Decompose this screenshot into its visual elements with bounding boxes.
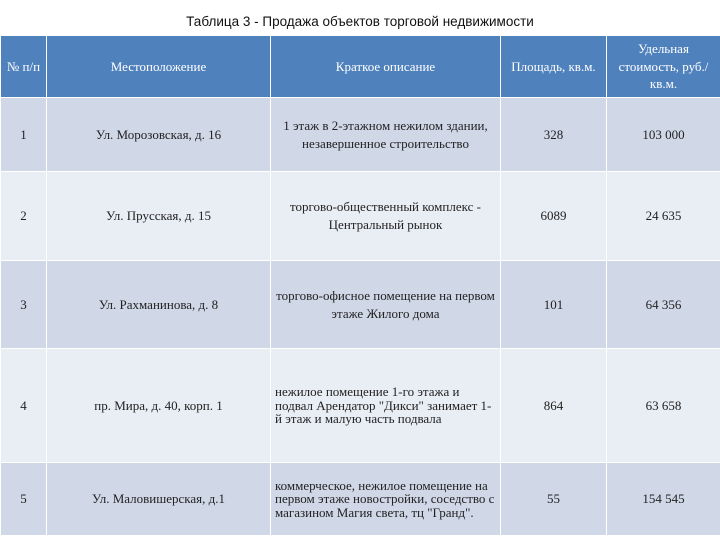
- table-row: [1, 463, 720, 536]
- table-row: [1, 349, 720, 463]
- row-area: 328: [501, 98, 607, 172]
- row-description: 1 этаж в 2-этажном нежилом здании, незавершенное строительство: [271, 98, 501, 172]
- row-location: Ул. Рахманинова, д. 8: [47, 261, 271, 349]
- header-location: Местоположение: [47, 36, 271, 98]
- header-row: [1, 36, 720, 98]
- row-area: 55: [501, 463, 607, 536]
- row-description: нежилое помещение 1-го этажа и подвал Арендатор "Дикси" занимает 1-й этаж и малую часть подвала: [271, 349, 501, 463]
- row-description: коммерческое, нежилое помещение на первом этаже новостройки, соседство с магазином Магия света, тц "Гранд".: [271, 463, 501, 536]
- row-price: 154 545: [607, 463, 720, 536]
- row-num: 2: [1, 172, 47, 261]
- sales-table: [0, 35, 720, 536]
- table-row: [1, 261, 720, 349]
- row-price: 64 356: [607, 261, 720, 349]
- row-description: торгово-общественный комплекс - Центральный рынок: [271, 172, 501, 261]
- row-location: пр. Мира, д. 40, корп. 1: [47, 349, 271, 463]
- row-location: Ул. Морозовская, д. 16: [47, 98, 271, 172]
- row-area: 864: [501, 349, 607, 463]
- table-row: [1, 98, 720, 172]
- row-num: 4: [1, 349, 47, 463]
- header-num: № п/п: [1, 36, 47, 98]
- table-row: [1, 172, 720, 261]
- table-caption: Таблица 3 - Продажа объектов торговой недвижимости: [186, 14, 534, 29]
- header-price: Удельная стоимость, руб./кв.м.: [607, 36, 720, 98]
- row-price: 103 000: [607, 98, 720, 172]
- row-price: 24 635: [607, 172, 720, 261]
- header-description: Краткое описание: [271, 36, 501, 98]
- row-num: 3: [1, 261, 47, 349]
- row-price: 63 658: [607, 349, 720, 463]
- row-num: 1: [1, 98, 47, 172]
- row-area: 6089: [501, 172, 607, 261]
- header-area: Площадь, кв.м.: [501, 36, 607, 98]
- row-num: 5: [1, 463, 47, 536]
- row-area: 101: [501, 261, 607, 349]
- row-description: торгово-офисное помещение на первом этаже Жилого дома: [271, 261, 501, 349]
- row-location: Ул. Маловишерская, д.1: [47, 463, 271, 536]
- row-location: Ул. Прусская, д. 15: [47, 172, 271, 261]
